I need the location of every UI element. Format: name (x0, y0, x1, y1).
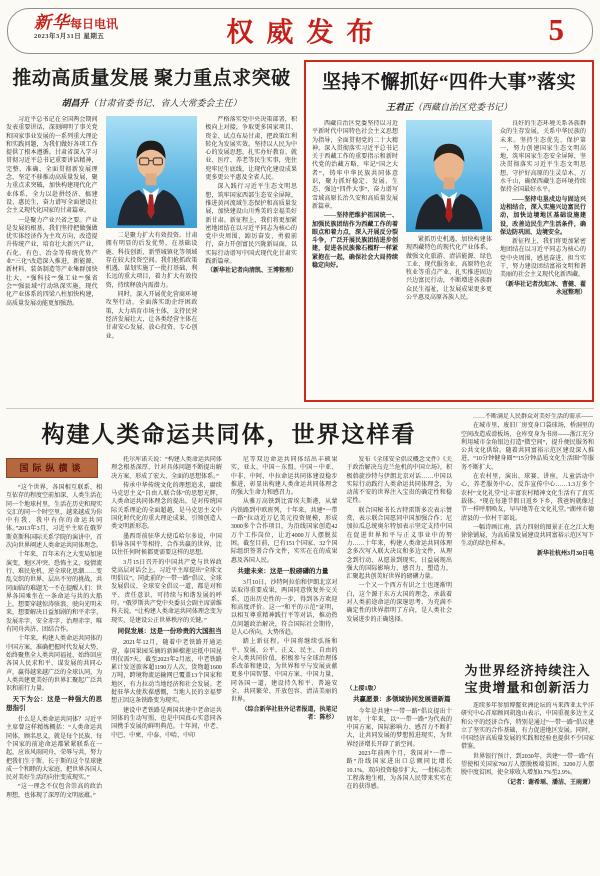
paragraph: ……不断满足人民群众对美好生活的需求—— (473, 414, 594, 420)
official-portrait-icon (110, 128, 192, 228)
portrait-photo-wang (406, 120, 492, 232)
article-column (406, 120, 492, 396)
bottom-section (6, 413, 594, 865)
economy-article-body (461, 702, 594, 865)
paragraph: 紧抓历史机遇，加快构建体现西藏特色的现代化产业体系，做强文化旅游、清洁能源、绿色工业、现代服务业、高原特色农牧业等重点产业，扎实推进固边兴边富民行动，不断增进各族群众民生福祉，让发展成果更多更公平惠及高原各族人民。 (406, 237, 492, 302)
column-text (6, 484, 102, 800)
paragraph: ——坚持屯垦戍边与固边兴边相结合，深入实施兴边富民行动，加快边境地区基础设施建设，改善边民生产生活条件，确保边防巩固、边境安全。 (500, 196, 586, 236)
paragraph: 十年来，构建人类命运共同体的中国方案，准确把握时代发展大势，始终聚焦全人类共同福祉，始终回应各国人民求和平、谋发展的共同心声，赢得越来越广泛的全球认同，为人类共建更美好的世界汇聚起广泛共识和前行力量。 (6, 636, 103, 693)
logo-text: 每日电讯 (70, 17, 119, 31)
article-gansu (6, 60, 297, 402)
paragraph: 连续多年参加博鳌亚洲论坛的马来西亚太平洋研究中心首席顾问胡逸山表示，中国重视多边主义和公平的经济合作，特别是通过“一带一路”倡议建立了坚实的合作基础，有力促进地区发展。同时，中国经济高质量发展的实践和经验也提供不少国家借鉴。 (461, 703, 594, 751)
paragraph: 墨西哥前驻华大使瓜哈尔多说，中国倡导各国平等相待、合作共赢的世界，比以往任何时候都更需要这样的思想。 (111, 533, 222, 557)
paragraph: ——坚持把维护祖国统一、加强民族团结作为西藏工作的着眼点和着力点，深入开展反分裂斗争，广泛开展民族团结进步创建，促进各民族像石榴籽一样紧紧抱在一起，确保社会大局持续稳定向好。 (312, 213, 398, 270)
paragraph: 传承中华传统文化的理想追求，赓续马克思主义“自由人联合体”的思想光辉，人类命运共同体理念的提出，是对传统国际关系理论的全面超越，是马克思主义中国化时代化的重大理论成果，引领创造人类文明新形态。 (111, 482, 222, 531)
world-article-columns (6, 456, 452, 865)
paragraph: 一幅诗画江南、活力四射的图景正在之江大地徐徐铺展，为高质量发展建设共同富裕示范区写下生动的绿色样本。 (461, 524, 594, 548)
paragraph: 在农村里，演出、球赛、讲座，儿童活动中心、养老服务中心、反诈宣传中心……1.3万多个农村“文化礼堂”让丰富农村精神文化生活有了真实载体。“现在每逢节假日返乡下乡，我爸妈就像过节一样呼朋唤友，早早地等在文化礼堂。”湖州市德清县的一位村干部说。 (461, 474, 594, 522)
article-column (106, 116, 198, 402)
page-number: 5 (548, 12, 564, 47)
portrait-photo-hu (106, 116, 198, 228)
paragraph: 2021年12月，随着中老铁路开通运营，泰国果园采摘的新鲜榴莲运抵中国昆明仅需7天。截至2023年2月底，中老铁路累计发送旅客超1190万人次，货物超1600万吨，跨境物流运输网已覆盖13个国家和地区，有力拉动当地经济和社会发展。老挝驻华大使坎葆感慨，当地人民的幸福梦想正因这条铁路变为现实。 (111, 640, 222, 705)
mixed-column (346, 456, 452, 865)
byline (312, 100, 586, 113)
economy-headline-line2: 宝贵增量和创新活力 (464, 680, 591, 695)
paragraph: 联合国秘书长古特雷斯多次表示赞赏，表示联合国愿同中国加强合作；尼加拉瓜总统奥尔特加表示坚定支持中国在促进世界和平与正义事业中的努力……十年来，构建人类命运共同体理念多次写入联大决议和多边文件，从理念到行动、从愿景到现实，日益展现出强大的国际影响力、感召力、塑造力，汇聚起共创美好世界的磅礴力量。 (346, 507, 452, 581)
kicker-badge: 国际纵横谈 (6, 458, 98, 478)
paragraph: 严格落实党中央决策部署，积极向上对接，争取更多国家项目、资金、试点布局甘肃，把政策红利转化为发展实效。坚持以人民为中心的发展思想，扎实办好教育、就业、医疗、养老等民生实事，兜住兜牢民生底线，让现代化建设成果更多更公平惠及全省人民。 (205, 117, 297, 182)
right-rail (461, 413, 594, 865)
paragraph: 十年来，百年未有之大变局加速演变，地区冲突、恐怖主义、疫情流行、难民危机、逆全球化思潮……变乱交织的世界，层出不穷的挑战，共同面临的难题无一不在提醒人们：世界各国乘坐在一条命运与共的大船上，想要穿越惊涛骇浪、驶向光明未来，想要解决日益加剧的和平赤字、发展赤字、安全赤字、治理赤字，唯有同舟共济、团结合作。 (6, 552, 103, 634)
paragraph: 良好的生态环境关系各族群众的生存发展，关系中华民族的未来。坚持生态优先、保护第一，努力创建国家生态文明高地，筑牢国家生态安全屏障，坚决贯彻落实习近平生态文明思想，守护好高原的生灵草木、万水千山，确保西藏生态环境持续保持全国最好水平。 (500, 121, 586, 194)
paragraph: “这一理念不仅包含崇高的政治理想，也体现了深厚的文明底蕴。” (6, 784, 103, 799)
paragraph: 西藏自治区党委坚持以习近平新时代中国特色社会主义思想为指导，全面贯彻党的二十大精神，深入贯彻落实习近平总书记关于西藏工作的重要指示和新时代党的治藏方略，牢记“国之大者”，铸牢中华民族共同体意识，聚力抓好稳定、发展、生态、强边“四件大事”，奋力谱写雪域高原长治久安和高质量发展新篇章。 (312, 121, 398, 210)
article-column (231, 456, 338, 865)
paragraph: 同促发展：这是一份珍贵的大国担当 (117, 627, 222, 635)
paragraph: 一是聚力产业兴省之要。产业是发展的根基，我们坚持把做强做优实体经济作为主攻方向，改造提升传统产业，培育壮大新兴产业，石化、有色、冶金等传统优势产业“三化”改造深入推进，新能源、新材料、装备制造等产业集群加快壮大，“强科技”“强工业”“强省会”“强县域”行动纵深实施，现代化产业体系的四梁八柱加快构建，高质量发展动能更加强劲。 (6, 217, 98, 307)
article-headline: 推动高质量发展 聚力重点求突破 (12, 68, 291, 89)
article-columns (6, 116, 297, 402)
paragraph: 在城市里，废旧厂房变身口袋球场，桥洞里的空间改造成滑板场，仓库变身为书房——浙江充分利用城市金角银边打造“微空间”，提升便民服务和公共文化供给。随着共同富裕示范区建设深入推进，“10分钟健身圈”“15分钟品质文化生活圈”等服务不断扩大。 (461, 423, 594, 471)
paragraph: 习近平总书记在全国两会期间发表重要讲话，深刻阐明了事关党和国家事业发展的一系列重大理论和实践问题，为我们做好各项工作提供了根本遵循。甘肃省深入学习贯彻习近平总书记重要讲话精神，完整、准确、全面贯彻新发展理念，坚定不移推动高质量发展，聚力重点求突破，加快构建现代化产业体系，全力以赴拼经济、搞建设、惠民生，奋力谱写全面建设社会主义现代化国家的甘肃篇章。 (6, 117, 98, 215)
section-title: 权威发布 (226, 17, 387, 48)
byline-author: 王君正 (385, 102, 413, 112)
paragraph: 天下为公：这是一种强大的思想指引 (6, 696, 103, 712)
paragraph: 共赢愿景：多领域协同发展谱新篇 (352, 696, 451, 704)
article-column (500, 120, 586, 396)
paragraph: 3月10日，沙特阿拉伯和伊朗北京对话取得重要成果，两国同意恢复外交关系，迈出历史性的一步，得到各方欢迎和高度评价。这一“和平的示范”证明，以相互尊重精神践行平等对话，推动热点问题政治解决，符合国际社会期待，是人心所向，大势所趋。 (230, 580, 338, 636)
paragraph: 深入践行习近平生态文明思想，筑牢国家西部生态安全屏障，推进黄河流域生态保护和高质量发展，加快建设山川秀美的幸福美好新甘肃。新征程上，我们将更加紧密地团结在以习近平同志为核心的党中央周围，踔厉奋发、勇毅前行，奋力开创富民兴陇新局面，以实际行动谱写中国式现代化甘肃实践新篇章。 (205, 184, 297, 266)
article-columns (312, 120, 586, 396)
economy-article-continued (346, 685, 452, 865)
article-tibet-redbox (304, 60, 594, 402)
newspaper-logo (34, 14, 118, 41)
masthead (7, 8, 593, 54)
byline (6, 96, 297, 109)
paragraph: （上接1版） (346, 686, 380, 692)
article-headline: 坚持不懈抓好“四件大事”落实 (321, 72, 576, 93)
economy-article-headline (461, 662, 594, 696)
article-column (205, 116, 297, 402)
logo-script-text: 新华 (34, 13, 70, 32)
column-text (406, 236, 492, 302)
byline-role: （甘肃省委书记、省人大常委会主任） (88, 98, 242, 108)
paragraph: 世界银行预计，到2030年，共建“一带一路”有望使相关国家760万人摆脱极端贫困、3200万人摆脱中度贫困，使全球收入增加0.7%至2.9%。 (461, 753, 594, 777)
paragraph: 3月15日召开的中国共产党与世界政党高层对话会上，习近平主席提出“全球文明倡议”，同此前的“一带一路”倡议、全球发展倡议、全球安全倡议一道，都是对和平、责任意识、可持续与和谐发展的呼吁。“俄罗斯共产党中央委员会副主席诺维科夫说，“让构建人类命运共同体理念变为现实，是建设公正世界秩序的关键。” (111, 559, 222, 624)
world-article-tail (346, 456, 452, 678)
article-column (6, 116, 98, 402)
paragraph: 尼等双边命运共同体结出丰硕果实，亚太、中国－东盟、中国－中亚、中非、中阿、中拉命运共同体建设稳步推进，彰显出构建人类命运共同体理念的强大生命力和感召力。 (230, 457, 338, 497)
paragraph: 从雅万高铁到比雷埃夫斯港，从蒙内铁路到中欧班列，十年来，共建“一带一路”拉动近万亿美元投资规模，形成3000多个合作项目，为沿线国家创造42万个工作岗位，让近4000万人摆脱贫困。截至目前，已有151个国家、32个国际组织签署合作文件，实实在在的成果惠及各国人民。 (230, 499, 338, 564)
article-column (6, 456, 102, 865)
paragraph: 发布《全球安全倡议概念文件》《关于政治解决乌克兰危机的中国立场》，积极斡旋沙特与伊朗北京对话……中国以实际行动践行人类命运共同体理念，为动荡不安的世界注入宝贵的确定性和稳定性。 (346, 457, 452, 505)
economy-headline-line1: 为世界经济持续注入 (464, 663, 591, 678)
paragraph: “这个世界，各国相互联系、相互依存的程度空前加深，人类生活在同一个地球村里，生活在历史和现实交汇的同一个时空里，越来越成为你中有我、我中有你的命运共同体。”2013年3月，习近平主席在俄罗斯莫斯科国际关系学院的演讲中，首次向世界阐述人类命运共同体理念。 (6, 485, 103, 550)
paragraph: 踏上新征程，中国将继续弘扬和平、发展、公平、正义、民主、自由的全人类共同价值，积极参与全球治理体系改革和建设，为世界和平与发展贡献更多中国智慧、中国方案、中国力量，同各国一道，建设持久和平、普遍安全、共同繁荣、开放包容、清洁美丽的世界。 (230, 639, 338, 704)
byline-author: 胡昌升 (61, 98, 89, 108)
zhejiang-article (461, 413, 594, 655)
paragraph: 今年是共建“一带一路”倡议提出十周年。十年来，以“一带一路”为代表的中国方案，国际影响力、感召力不断扩大，让共同发展的梦想照进现实，为世界经济增长开辟了新空间。 (346, 708, 452, 748)
paragraph: 2023年前两个月，我国对“一带一路”沿线国家进出口总额同比增长10.1%，双向投资稳步扩大，一批标志性工程落地生根，为各国人民带来实实在在的获得感。 (346, 751, 452, 791)
world-community-article (6, 413, 452, 865)
world-article-headline: 构建人类命运共同体，世界这样看 (41, 422, 417, 447)
paragraph: 同时，深入开展优化营商环境攻坚行动，全面落实助企纾困政策，大力培育市场主体，支持民营经济发展壮大，让各类经营主体在甘肃安心发展、放心投资、专心创业。 (105, 292, 198, 340)
paragraph: 建设中老铁路是两国共建中老命运共同体的生动写照，也是中国真心实意同各国携手发展的鲜明典范。十年间，中老、中巴、中柬、中泰、中哈、中印 (111, 707, 222, 739)
byline-role: （西藏自治区党委书记） (413, 102, 513, 112)
paragraph: 托尔库诺夫说：“构建人类命运共同体理念根基深厚，针对具体问题不断提出解决方案，形成了宏大、全面的思想体系。” (111, 457, 222, 480)
official-portrait-icon (408, 132, 490, 232)
paragraph: 共建未来：这是一股磅礴的力量 (237, 567, 329, 575)
section-divider (6, 408, 594, 409)
paragraph: 二是聚力扩大有效投资。甘肃拥有明显的后发优势，在基础设施、科技创新、新型城镇化等领域存在较大投资空间。我们抢抓政策机遇，谋划实施了一批打基础、利长远的重大项目，着力扩大有效投资，持续释放内需潜力。 (105, 233, 198, 289)
paragraph: （新华社记者沈虹冰、曹健、翟永冠整理） (501, 281, 586, 296)
paragraph: （记者：谢希瑶、潘洁、王雨萧） (503, 779, 594, 786)
paragraph: 什么是人类命运共同体？习近平主席曾这样精炼概括：“人类命运共同体，顾名思义，就是每个民族、每个国家的前途命运都紧紧联系在一起，应该风雨同舟，荣辱与共，努力把我们生于斯、长于斯的这个星球建成一个和睦的大家庭，把世界各国人民对美好生活的向往变成现实。” (6, 717, 103, 782)
paragraph: 一个又一个西方有识之士也逐渐明白，这个源于东方大国的理念，承载着对人类前途命运的深邃思考，为充满不确定性的世界指明了方向，是人类社会发展进步的正确选择。 (346, 583, 452, 623)
top-articles-row (6, 60, 594, 402)
article-column (111, 456, 222, 865)
masthead-date: 2023年3月31日 星期五 (34, 33, 105, 40)
paragraph: 新征程上，我们将更加紧密地团结在以习近平同志为核心的党中央周围，感恩奋进、担当实干，努力建设团结富裕文明和谐美丽的社会主义现代化新西藏。 (500, 239, 586, 279)
column-text (106, 232, 198, 341)
paragraph: 新华社杭州3月30日电 (536, 550, 594, 557)
newspaper-page (0, 8, 600, 876)
article-column (312, 120, 398, 396)
paragraph: （综合新华社驻外记者报道，执笔记者：陈杉） (241, 706, 338, 721)
paragraph: （新华社记者向清凯、王博整理） (206, 268, 297, 275)
